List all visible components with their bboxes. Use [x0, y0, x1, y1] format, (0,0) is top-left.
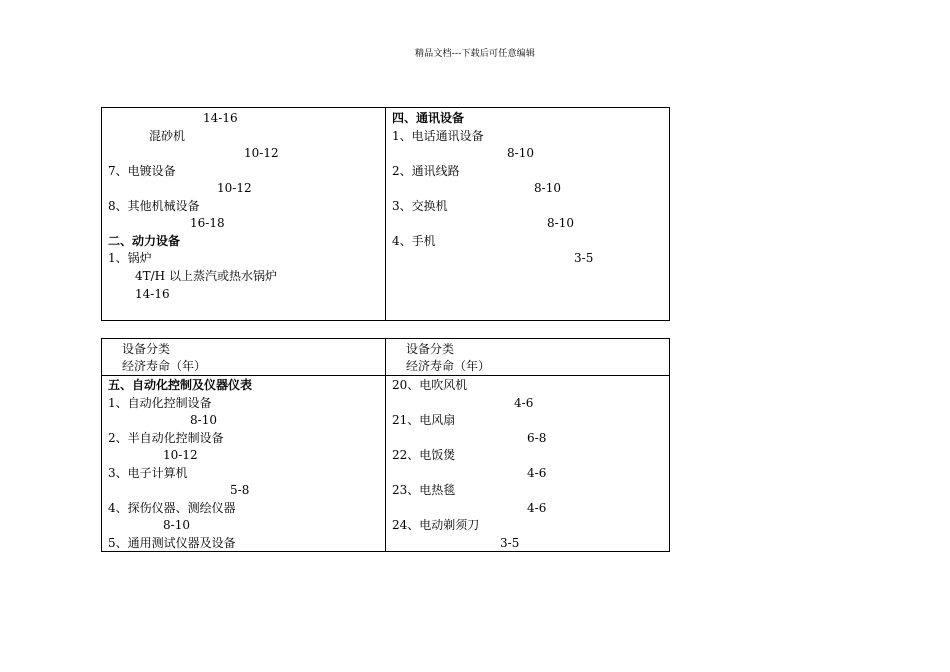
section-heading: 四、通讯设备 — [392, 111, 465, 125]
cell-text: 7、电镀设备 — [108, 164, 176, 178]
cell-text: 4、手机 — [392, 234, 436, 248]
cell-text: 16-18 — [190, 216, 225, 230]
cell-text: 8-10 — [547, 216, 574, 230]
cell-text: 20、电吹风机 — [392, 378, 468, 392]
cell-text: 8-10 — [507, 146, 534, 160]
cell-text: 2、半自动化控制设备 — [108, 431, 224, 445]
cell-text: 23、电热毯 — [392, 483, 456, 497]
cell-text: 1、锅炉 — [108, 251, 152, 265]
equipment-table-2 — [101, 338, 670, 552]
cell-text: 22、电饭煲 — [392, 448, 456, 462]
cell-text: 10-12 — [217, 181, 252, 195]
cell-text: 1、电话通讯设备 — [392, 129, 484, 143]
cell-text: 5-8 — [230, 483, 250, 497]
section-heading: 二、动力设备 — [108, 234, 181, 248]
cell-text: 2、通讯线路 — [392, 164, 460, 178]
cell-text: 8-10 — [190, 413, 217, 427]
cell-text: 10-12 — [163, 448, 198, 462]
column-header: 经济寿命（年） — [406, 359, 491, 373]
cell-text: 4、探伤仪器、测绘仪器 — [108, 501, 236, 515]
column-divider — [385, 339, 386, 551]
cell-text: 8、其他机械设备 — [108, 199, 200, 213]
cell-text: 3、电子计算机 — [108, 466, 188, 480]
cell-text: 8-10 — [163, 518, 190, 532]
cell-text: 24、电动剃须刀 — [392, 518, 480, 532]
column-divider — [385, 108, 386, 320]
cell-text: 4-6 — [527, 466, 547, 480]
section-heading: 五、自动化控制及仪器仪表 — [108, 378, 253, 392]
cell-text: 4-6 — [514, 396, 534, 410]
cell-text: 3、交换机 — [392, 199, 448, 213]
cell-text: 4T/H 以上蒸汽或热水锅炉 — [135, 269, 277, 283]
cell-text: 5、通用测试仪器及设备 — [108, 536, 236, 550]
cell-text: 14-16 — [203, 111, 238, 125]
cell-text: 4-6 — [527, 501, 547, 515]
cell-text: 6-8 — [527, 431, 547, 445]
cell-text: 10-12 — [244, 146, 279, 160]
cell-text: 1、自动化控制设备 — [108, 396, 212, 410]
header-row-border — [102, 375, 669, 376]
cell-text: 8-10 — [534, 181, 561, 195]
cell-text: 14-16 — [135, 287, 170, 301]
column-header: 设备分类 — [406, 342, 455, 356]
cell-text: 3-5 — [500, 536, 520, 550]
cell-text: 3-5 — [574, 251, 594, 265]
cell-text: 21、电风扇 — [392, 413, 456, 427]
cell-text: 混砂机 — [149, 129, 186, 143]
equipment-table-1 — [101, 107, 670, 321]
page-header: 精品文档---下载后可任意编辑 — [414, 49, 536, 59]
column-header: 设备分类 — [122, 342, 171, 356]
column-header: 经济寿命（年） — [122, 359, 207, 373]
